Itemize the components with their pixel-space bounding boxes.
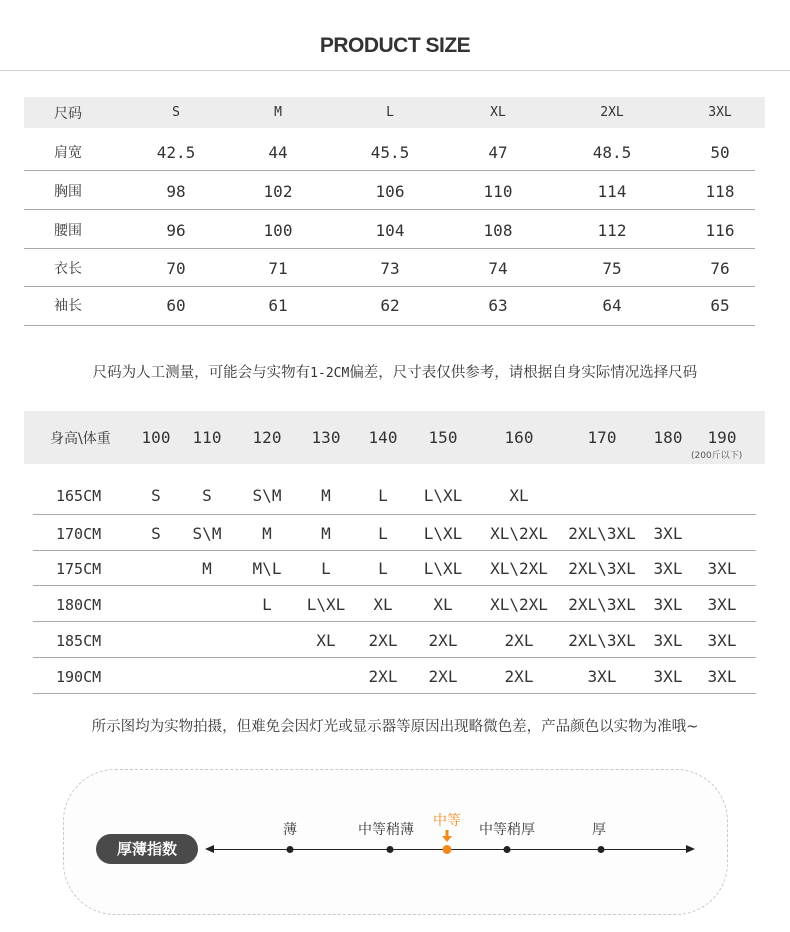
- size-cell: 2XL: [428, 667, 458, 686]
- size-cell: 3XL: [653, 559, 683, 578]
- table-cell: 108: [483, 220, 513, 240]
- table-cell: 73: [380, 258, 400, 278]
- scale-point: [598, 846, 605, 853]
- table-row: [24, 290, 755, 320]
- table-cell: 70: [166, 258, 186, 278]
- weight-col-header: 170: [587, 428, 617, 447]
- size-cell: 3XL: [653, 667, 683, 686]
- row-divider: [33, 621, 756, 622]
- table-cell: 96: [166, 220, 186, 240]
- table-cell: 110: [483, 181, 513, 201]
- weight-table-header: [24, 411, 765, 464]
- size-col-header: 2XL: [600, 105, 624, 120]
- table-cell: 116: [705, 220, 735, 240]
- measurement-note: [0, 361, 790, 382]
- arrow-right-icon: [686, 845, 695, 853]
- row-divider: [33, 550, 756, 551]
- height-label: 170CM: [56, 525, 102, 543]
- size-cell: 2XL: [368, 667, 398, 686]
- note-text: 1-2CM: [310, 366, 350, 381]
- size-cell: XL: [509, 486, 529, 505]
- table-cell: 118: [705, 181, 735, 201]
- table-cell: 62: [380, 295, 400, 315]
- size-cell: 3XL: [587, 667, 617, 686]
- row-divider: [33, 585, 756, 586]
- size-col-header: S: [172, 105, 180, 120]
- table-cell: 100: [263, 220, 293, 240]
- size-cell: L\XL: [423, 486, 463, 505]
- table-cell: 65: [710, 295, 730, 315]
- row-divider: [24, 325, 755, 326]
- size-cell: S\M: [252, 486, 282, 505]
- size-cell: M: [202, 559, 212, 578]
- size-cell: L: [262, 595, 272, 614]
- height-label: 185CM: [56, 632, 102, 650]
- weight-col-header: 100: [141, 428, 171, 447]
- row-label: 袖长: [54, 298, 82, 314]
- table-cell: 60: [166, 295, 186, 315]
- table-cell: 48.5: [592, 142, 632, 162]
- row-divider: [33, 693, 756, 694]
- scale-label: 中等稍厚: [479, 822, 535, 838]
- weight-col-header: 150: [428, 428, 458, 447]
- row-label: 肩宽: [54, 145, 82, 161]
- size-col-header: L: [386, 105, 394, 120]
- size-cell: S\M: [192, 524, 222, 543]
- thickness-index-badge: 厚薄指数: [96, 834, 198, 864]
- table-cell: 74: [488, 258, 508, 278]
- table-row: [24, 137, 755, 167]
- size-col-header: 3XL: [708, 105, 732, 120]
- size-cell: XL: [433, 595, 453, 614]
- row-label: 腰围: [54, 223, 82, 239]
- height-label: 190CM: [56, 668, 102, 686]
- size-cell: XL\2XL: [490, 559, 548, 578]
- size-cell: M: [321, 524, 331, 543]
- size-cell: XL\2XL: [490, 524, 548, 543]
- size-cell: M\L: [252, 559, 282, 578]
- size-cell: M: [262, 524, 272, 543]
- size-cell: S: [151, 524, 161, 543]
- size-cell: 2XL\3XL: [568, 631, 636, 650]
- scale-label: 厚: [592, 822, 606, 838]
- size-cell: 3XL: [707, 667, 737, 686]
- size-col-header: XL: [490, 105, 506, 120]
- table-cell: 61: [268, 295, 288, 315]
- size-cell: L\XL: [306, 595, 346, 614]
- scale-point: [504, 846, 511, 853]
- size-cell: 3XL: [653, 524, 683, 543]
- size-cell: L\XL: [423, 524, 463, 543]
- scale-point: [387, 846, 394, 853]
- table-cell: 76: [710, 258, 730, 278]
- size-cell: 3XL: [707, 595, 737, 614]
- scale-point-selected: [443, 845, 452, 854]
- row-divider: [33, 657, 756, 658]
- note-text: 尺码为人工测量，可能会与实物有: [92, 365, 311, 381]
- scale-point: [287, 846, 294, 853]
- table-cell: 104: [375, 220, 405, 240]
- table-row: [24, 253, 755, 283]
- size-cell: XL: [373, 595, 393, 614]
- size-cell: L: [378, 524, 388, 543]
- row-divider: [33, 514, 756, 515]
- size-cell: 2XL: [368, 631, 398, 650]
- weight-col-header: 120: [252, 428, 282, 447]
- table-cell: 44: [268, 142, 288, 162]
- row-label: 胸围: [54, 184, 82, 200]
- size-cell: S: [202, 486, 212, 505]
- scale-label: 中等稍薄: [358, 822, 414, 838]
- weight-col-header: 110: [192, 428, 222, 447]
- height-label: 165CM: [56, 487, 102, 505]
- arrow-down-icon: [442, 830, 452, 842]
- size-cell: 2XL\3XL: [568, 595, 636, 614]
- color-note: 所示图均为实物拍摄，但难免会因灯光或显示器等原因出现略微色差，产品颜色以实物为准哦~: [91, 719, 699, 735]
- table-row: [24, 215, 755, 245]
- size-cell: M: [321, 486, 331, 505]
- weight-header-label: 身高\体重: [50, 431, 111, 447]
- arrow-left-icon: [205, 845, 214, 853]
- table-cell: 102: [263, 181, 293, 201]
- weight-col-header: 160: [504, 428, 534, 447]
- title-divider: [0, 70, 790, 71]
- table-cell: 98: [166, 181, 186, 201]
- table-cell: 42.5: [156, 142, 196, 162]
- table-row: [24, 176, 755, 206]
- size-cell: XL\2XL: [490, 595, 548, 614]
- table-cell: 64: [602, 295, 622, 315]
- size-cell: 3XL: [653, 595, 683, 614]
- scale-label: 薄: [283, 822, 297, 838]
- height-label: 180CM: [56, 596, 102, 614]
- weight-col-header: 190: [707, 428, 737, 447]
- weight-limit-note: (200斤以下): [691, 451, 743, 461]
- note-text: 偏差，尺寸表仅供参考，请根据自身实际情况选择尺码: [349, 365, 698, 381]
- row-label: 衣长: [54, 261, 82, 277]
- size-cell: L\XL: [423, 559, 463, 578]
- height-label: 175CM: [56, 560, 102, 578]
- table-cell: 114: [597, 181, 627, 201]
- size-cell: L: [378, 486, 388, 505]
- size-cell: 2XL\3XL: [568, 559, 636, 578]
- size-cell: 3XL: [707, 559, 737, 578]
- weight-col-header: 140: [368, 428, 398, 447]
- table-cell: 112: [597, 220, 627, 240]
- table-cell: 63: [488, 295, 508, 315]
- scale-label-selected: 中等: [433, 813, 461, 829]
- table-cell: 45.5: [370, 142, 410, 162]
- size-cell: 3XL: [707, 631, 737, 650]
- table-cell: 75: [602, 258, 622, 278]
- row-divider: [24, 248, 755, 249]
- size-cell: 3XL: [653, 631, 683, 650]
- table-cell: 106: [375, 181, 405, 201]
- row-divider: [24, 286, 755, 287]
- size-col-header: M: [274, 105, 282, 120]
- table-cell: 47: [488, 142, 508, 162]
- table-cell: 50: [710, 142, 730, 162]
- weight-col-header: 180: [653, 428, 683, 447]
- size-cell: XL: [316, 631, 336, 650]
- size-cell: L: [321, 559, 331, 578]
- size-cell: 2XL: [428, 631, 458, 650]
- size-cell: L: [378, 559, 388, 578]
- size-cell: 2XL: [504, 631, 534, 650]
- weight-col-header: 130: [311, 428, 341, 447]
- row-divider: [24, 170, 755, 171]
- row-divider: [24, 209, 755, 210]
- size-cell: 2XL\3XL: [568, 524, 636, 543]
- size-header-label: 尺码: [54, 105, 82, 122]
- table-cell: 71: [268, 258, 288, 278]
- size-cell: S: [151, 486, 161, 505]
- size-cell: 2XL: [504, 667, 534, 686]
- size-table-header: [24, 97, 765, 128]
- page-title: PRODUCT SIZE: [319, 34, 471, 57]
